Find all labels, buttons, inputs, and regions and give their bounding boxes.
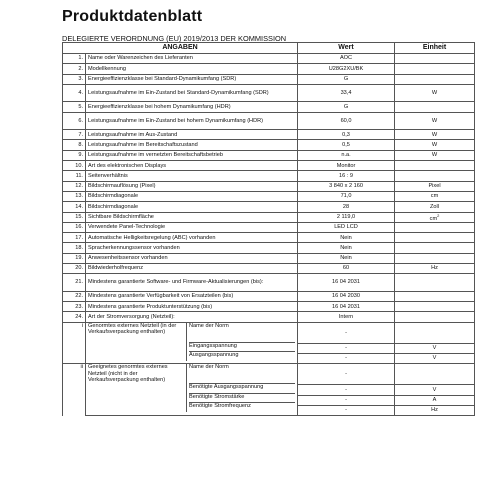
row-unit: Zoll [395,202,475,212]
table-row [63,274,475,292]
row-label: Sichtbare Bildschirmfläche [86,212,298,222]
row-number: 6. [63,112,86,130]
row-number: 15. [63,212,86,222]
supply-subtable [86,364,297,412]
table-row [63,253,475,263]
row-number: 8. [63,140,86,150]
supply-field-name: Benötigte Stromstärke [189,394,295,403]
supply-field-names [187,364,298,412]
row-unit [395,253,475,263]
row-value: 16 04 2030 [298,291,395,301]
product-data-table [62,42,475,416]
row-value: LED LCD [298,222,395,232]
row-label: Spracherkennungssensor vorhanden [86,243,298,253]
supply-row [63,322,475,343]
row-value: Nein [298,253,395,263]
row-label: Art der Stromversorgung (Netzteil): [86,312,298,322]
supply-label: Genormtes externes Netzteil (in der Verkaufsverpackung enthalten) [86,323,187,362]
row-value: 60,0 [298,112,395,130]
supply-row [63,364,475,385]
table-row [63,264,475,274]
supply-description-cell [86,364,298,416]
row-value: 28 [298,202,395,212]
row-unit [395,233,475,243]
row-value: Intern [298,312,395,322]
document-subtitle: DELEGIERTE VERORDNUNG (EU) 2019/2013 DER KOMMISSION [62,34,287,43]
row-number: 4. [63,84,86,102]
table-row [63,291,475,301]
row-label: Name oder Warenzeichen des Lieferanten [86,54,298,64]
supply-value: - [298,395,395,405]
table-row [63,243,475,253]
supply-field-name: Ausgangsspannung [189,352,239,359]
row-value: n.a. [298,150,395,160]
row-unit [395,54,475,64]
table-row [63,181,475,191]
row-label: Energieeffizienzklasse bei hohem Dynamikumfang (HDR) [86,102,298,112]
row-value: AOC [298,54,395,64]
supply-value: - [298,343,395,353]
supply-field-names [187,323,298,362]
row-label: Mindestens garantierte Software- und Firmware-Aktualisierungen (bis): [86,274,298,292]
table-row [63,222,475,232]
header-wert: Wert [298,43,395,54]
row-number: 23. [63,302,86,312]
table-row [63,112,475,130]
supply-unit: V [395,354,475,364]
row-unit [395,274,475,292]
table-row [63,171,475,181]
row-unit [395,171,475,181]
row-value: G [298,102,395,112]
row-value: U28G2XU/BK [298,64,395,74]
row-label: Bildwiederholfrequenz [86,264,298,274]
row-value: 0,5 [298,140,395,150]
row-value: 33,4 [298,84,395,102]
row-number: 17. [63,233,86,243]
supply-value: - [298,364,395,385]
table-row [63,140,475,150]
row-number: 5. [63,102,86,112]
row-label: Verwendete Panel-Technologie [86,222,298,232]
row-value: Nein [298,233,395,243]
supply-value: - [298,385,395,395]
row-label: Leistungsaufnahme im Bereitschaftszustand [86,140,298,150]
supply-unit: V [395,343,475,353]
supply-label: Geeignetes genormtes externes Netzteil (nicht in der Verkaufsverpackung enthalten) [86,364,187,412]
row-number: 22. [63,291,86,301]
table-row [63,312,475,322]
row-value: Monitor [298,161,395,171]
row-value: 16 04 2031 [298,274,395,292]
row-number: 2. [63,64,86,74]
supply-marker: i [63,322,86,364]
row-number: 3. [63,74,86,84]
table-row [63,191,475,201]
row-unit [395,302,475,312]
row-number: 24. [63,312,86,322]
row-value: 16 04 2031 [298,302,395,312]
row-unit [395,64,475,74]
table-row [63,202,475,212]
row-number: 11. [63,171,86,181]
row-unit: W [395,112,475,130]
row-unit [395,291,475,301]
table-row [63,233,475,243]
supply-field-name: Name der Norm [189,364,295,384]
supply-field-name: Eingangsspannung [189,343,295,352]
row-unit: W [395,150,475,160]
table-row [63,84,475,102]
row-label: Anwesenheitssensor vorhanden [86,253,298,263]
product-data-sheet [62,42,474,416]
row-unit [395,102,475,112]
row-number: 20. [63,264,86,274]
supply-field-name: Name der Norm [189,323,295,343]
row-label: Bildschirmauflösung (Pixel) [86,181,298,191]
row-label: Energieeffizienzklasse bei Standard-Dynamikumfang (SDR) [86,74,298,84]
row-unit [395,222,475,232]
row-number: 19. [63,253,86,263]
row-unit: W [395,130,475,140]
row-unit [395,312,475,322]
supply-subtable [86,323,297,362]
table-row [63,212,475,222]
row-unit: $cm^2$ [395,212,475,222]
supply-unit: Hz [395,405,475,415]
row-value: 0,3 [298,130,395,140]
unit-superscript: 2 [437,212,440,218]
row-number: 1. [63,54,86,64]
table-body [63,54,475,416]
supply-unit [395,322,475,343]
row-number: 21. [63,274,86,292]
supply-value: - [298,405,395,415]
row-number: 10. [63,161,86,171]
row-value: 16 : 9 [298,171,395,181]
row-number: 9. [63,150,86,160]
row-label: Leistungsaufnahme im Ein-Zustand bei Standard-Dynamikumfang (SDR) [86,84,298,102]
row-label: Bildschirmdiagonale [86,202,298,212]
header-einheit: Einheit [395,43,475,54]
row-value: G [298,74,395,84]
row-unit: Hz [395,264,475,274]
supply-unit: A [395,395,475,405]
row-number: 18. [63,243,86,253]
table-row [63,150,475,160]
row-unit [395,74,475,84]
row-unit: Pixel [395,181,475,191]
row-label: Art des elektronischen Displays [86,161,298,171]
row-label: Bildschirmdiagonale [86,191,298,201]
supply-unit: V [395,385,475,395]
document-title: Produktdatenblatt [62,8,203,25]
row-value: Nein [298,243,395,253]
row-value: 2 119,0 [298,212,395,222]
row-number: 16. [63,222,86,232]
row-label: Mindestens garantierte Verfügbarkeit von Ersatzteilen (bis) [86,291,298,301]
row-value: 60 [298,264,395,274]
row-number: 12. [63,181,86,191]
supply-marker: ii [63,364,86,416]
supply-description-cell [86,322,298,364]
row-unit [395,161,475,171]
row-label: Leistungsaufnahme im Aus-Zustand [86,130,298,140]
row-number: 13. [63,191,86,201]
row-value: 71,0 [298,191,395,201]
row-label: Mindestens garantierte Produktunterstützung (bis) [86,302,298,312]
header-angaben: ANGABEN [63,43,298,54]
row-number: 7. [63,130,86,140]
table-row [63,64,475,74]
row-unit: W [395,140,475,150]
supply-field-name: Benötigte Ausgangsspannung [189,384,295,393]
row-label: Leistungsaufnahme im Ein-Zustand bei hohem Dynamikumfang (HDR) [86,112,298,130]
table-row [63,54,475,64]
supply-value: - [298,354,395,364]
supply-unit [395,364,475,385]
row-label: Seitenverhältnis [86,171,298,181]
table-row [63,302,475,312]
table-row [63,130,475,140]
row-unit: W [395,84,475,102]
row-label: Leistungsaufnahme im vernetzten Bereitschaftsbetrieb [86,150,298,160]
row-unit: cm [395,191,475,201]
supply-field-name: Benötigte Stromfrequenz [189,402,251,409]
table-row [63,161,475,171]
supply-value: - [298,322,395,343]
row-number: 14. [63,202,86,212]
row-label: Automatische Helligkeitsregelung (ABC) vorhanden [86,233,298,243]
row-unit [395,243,475,253]
table-row [63,102,475,112]
row-label: Modellkennung [86,64,298,74]
table-row [63,74,475,84]
row-value: 3 840 x 2 160 [298,181,395,191]
